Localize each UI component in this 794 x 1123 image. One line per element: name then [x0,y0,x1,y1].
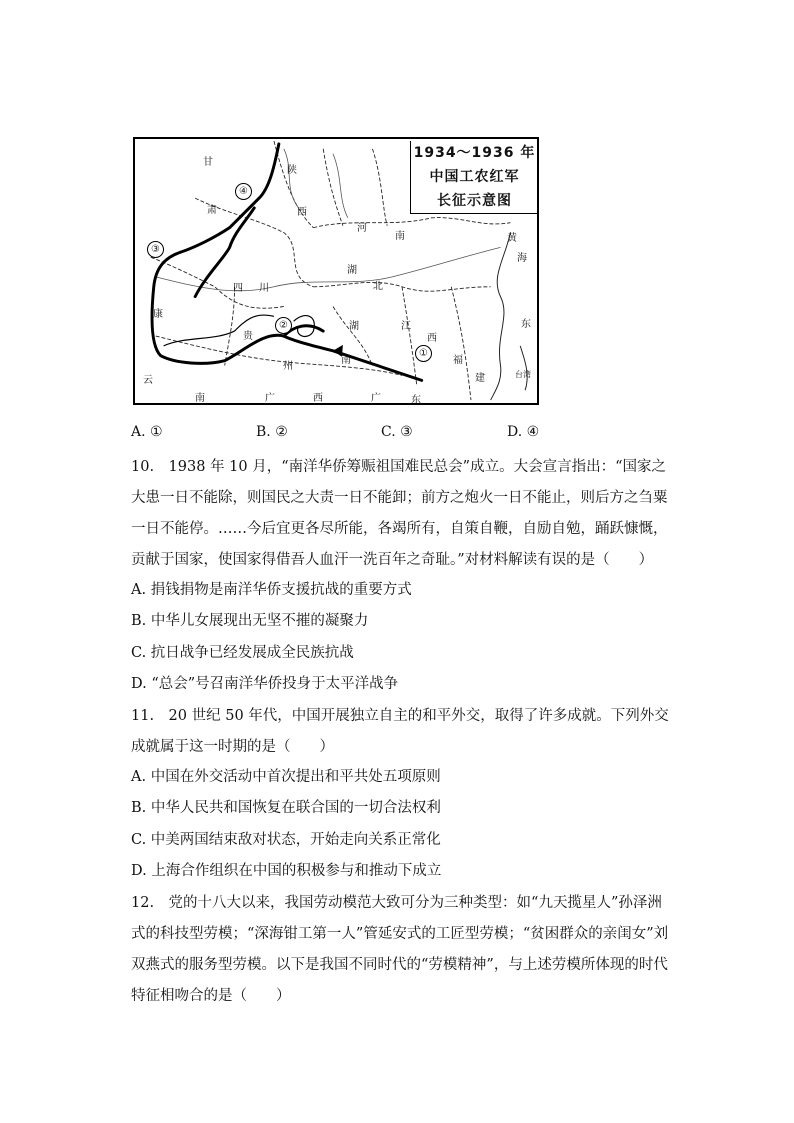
q9-option-b[interactable]: B. ② [256,424,288,440]
map-label-gui: 贵 [243,331,253,342]
map-label-fu: 福 [453,355,463,366]
map-label-huang: 黄 [507,233,517,244]
map-label-xi-1: 西 [297,207,307,218]
map-marker-3: ③ [147,241,164,258]
map-label-dong-2: 东 [411,395,421,405]
q9-option-c[interactable]: C. ③ [381,424,413,440]
map-label-guang-1: 广 [265,393,275,404]
q11-option-d[interactable]: D. 上海合作组织在中国的积极参与和推动下成立 [131,863,442,879]
map-label-zhou: 州 [283,361,293,372]
map-label-xi-3: 西 [313,393,323,404]
map-label-shaan: 陕 [287,165,297,176]
map-label-si: 四 [233,283,243,294]
map-label-nan-3: 南 [195,393,205,404]
map-label-hu-2: 湖 [349,321,359,332]
q9-option-d[interactable]: D. ④ [507,424,540,440]
map-label-nan-1: 南 [395,231,405,242]
map-label-yun: 云 [143,375,153,386]
map-label-jian: 建 [475,373,485,384]
q10-stem: 10. 1938 年 10 月，“南洋华侨筹赈祖国难民总会”成立。大会宣言指出：“国家之大患一日不能除，则国民之大责一日不能卸；前方之炮火一日不能止，则后方之刍粟一日不能停。……今后宜更各尽所能，各竭所有，自策自鞭，自励自勉，踊跃慷慨，贡献于国家，使国家得借吾人血汗一洗百年之奇耻。”对材料解读有误的是（ ） [131,459,668,568]
q10-option-a[interactable]: A. 捐钱捐物是南洋华侨支援抗战的重要方式 [131,582,412,598]
map-marker-4: ④ [235,183,252,200]
map-label-kang: 康 [153,309,163,320]
long-march-map [133,137,539,405]
q11-option-c[interactable]: C. 中美两国结束敌对状态，开始走向关系正常化 [131,832,441,848]
map-label-su: 肃 [207,205,217,216]
q10-option-b[interactable]: B. 中华儿女展现出无坚不摧的凝聚力 [131,613,369,629]
map-label-taiwan: 台湾 [515,370,531,379]
q9-options [131,424,631,444]
map-label-hu-1: 湖 [347,265,357,276]
map-label-jiang: 江 [401,321,411,332]
map-label-nan-2: 南 [341,355,351,366]
q11-option-b[interactable]: B. 中华人民共和国恢复在联合国的一切合法权利 [131,800,441,816]
map-label-chuan: 川 [259,283,269,294]
q12-stem: 12. 党的十八大以来，我国劳动模范大致可分为三种类型：如“九天揽星人”孙泽洲式的科技型劳模；“深海钳工第一人”管延安式的工匠型劳模；“贫困群众的亲闺女”刘双燕式的服务型劳模。以下是我国不同时代的“劳模精神”，与上述劳模所体现的时代特征相吻合的是（ ） [131,895,669,1004]
q10-option-c[interactable]: C. 抗日战争已经发展成全民族抗战 [131,645,354,661]
map-label-dong-1: 东 [521,319,531,330]
q11-stem: 11. 20 世纪 50 年代，中国开展独立自主的和平外交，取得了许多成就。下列外交成就属于这一时期的是（ ） [131,708,669,755]
q9-option-a[interactable]: A. ① [131,424,163,440]
map-label-guang-2: 广 [371,393,381,404]
q10-option-d[interactable]: D. “总会”号召南洋华侨投身于太平洋战争 [131,676,399,692]
map-label-bei: 北 [373,281,383,292]
map-label-he: 河 [357,223,367,234]
map-marker-1: ① [415,345,432,362]
map-title-line3: 长征示意图 [437,193,512,209]
q11-option-a[interactable]: A. 中国在外交活动中首次提出和平共处五项原则 [131,769,441,785]
map-title-box [410,141,538,214]
map-title-line1: 1934～1936 年 [413,145,536,161]
map-marker-2: ② [275,317,292,334]
map-title-line2: 中国工农红军 [429,169,520,185]
map-label-gan: 甘 [203,157,213,168]
map-label-hai-1: 海 [517,253,527,264]
map-label-xi-2: 西 [427,333,437,344]
